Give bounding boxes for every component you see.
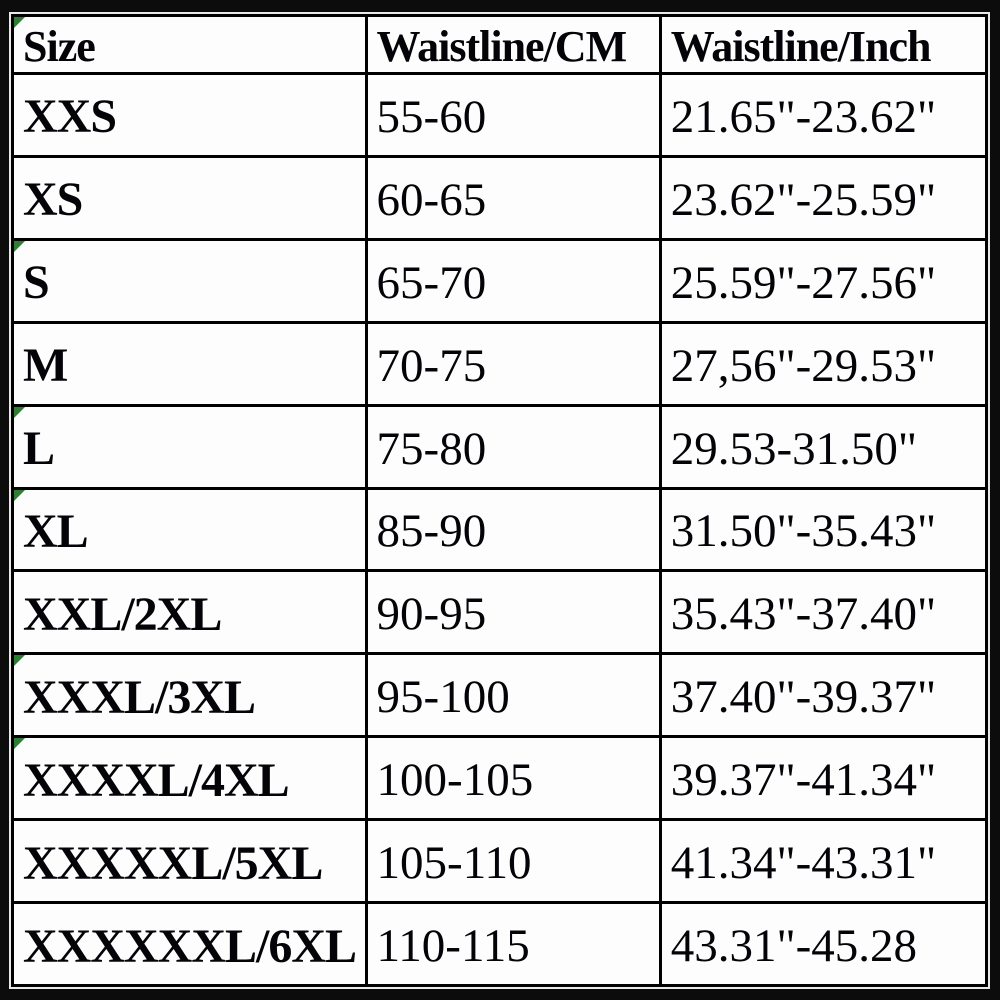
inch-cell: 35.43"-37.40" bbox=[660, 571, 986, 654]
cm-cell: 65-70 bbox=[366, 239, 660, 322]
table-row bbox=[13, 74, 987, 157]
green-corner-marker-icon bbox=[14, 655, 25, 666]
table-row bbox=[13, 322, 987, 405]
table-row bbox=[13, 488, 987, 571]
size-cell bbox=[13, 405, 367, 488]
header-size-cell bbox=[13, 16, 367, 74]
size-cell bbox=[13, 239, 367, 322]
size-label: XXXL/3XL bbox=[23, 670, 256, 724]
cm-cell: 105-110 bbox=[366, 820, 660, 903]
table-row bbox=[13, 737, 987, 820]
cm-cell: 55-60 bbox=[366, 74, 660, 157]
inch-cell: 39.37"-41.34" bbox=[660, 737, 986, 820]
size-cell: XXXXXL/5XL bbox=[13, 820, 367, 903]
size-cell: M bbox=[13, 322, 367, 405]
size-label: S bbox=[23, 256, 49, 310]
header-inch-cell bbox=[660, 16, 986, 74]
cm-cell: 95-100 bbox=[366, 654, 660, 737]
table-row bbox=[13, 903, 987, 986]
table-row bbox=[13, 571, 987, 654]
table-row bbox=[13, 654, 987, 737]
green-corner-marker-icon bbox=[14, 407, 25, 418]
size-chart-table-container bbox=[11, 14, 988, 987]
header-cm-label: Waistline/CM bbox=[376, 22, 627, 71]
inch-cell: 23.62"-25.59" bbox=[660, 156, 986, 239]
size-cell: XXL/2XL bbox=[13, 571, 367, 654]
inch-cell: 43.31"-45.28 bbox=[660, 903, 986, 986]
table-row bbox=[13, 239, 987, 322]
cm-cell: 60-65 bbox=[366, 156, 660, 239]
size-cell: XS bbox=[13, 156, 367, 239]
inch-cell: 31.50"-35.43" bbox=[660, 488, 986, 571]
header-row bbox=[13, 16, 987, 74]
size-label: XXXXL/4XL bbox=[23, 753, 289, 807]
size-cell bbox=[13, 737, 367, 820]
inch-cell: 27,56"-29.53" bbox=[660, 322, 986, 405]
green-corner-marker-icon bbox=[14, 17, 25, 28]
green-corner-marker-icon bbox=[14, 490, 25, 501]
size-cell: XXXXXXL/6XL bbox=[13, 903, 367, 986]
inch-cell: 37.40"-39.37" bbox=[660, 654, 986, 737]
cm-cell: 85-90 bbox=[366, 488, 660, 571]
header-inch-label: Waistline/Inch bbox=[670, 22, 931, 71]
cm-cell: 75-80 bbox=[366, 405, 660, 488]
cm-cell: 110-115 bbox=[366, 903, 660, 986]
inch-cell: 29.53-31.50" bbox=[660, 405, 986, 488]
header-size-label: Size bbox=[23, 22, 95, 71]
table-row bbox=[13, 405, 987, 488]
inch-cell: 25.59"-27.56" bbox=[660, 239, 986, 322]
size-label: XL bbox=[23, 504, 88, 558]
size-cell bbox=[13, 654, 367, 737]
size-cell bbox=[13, 488, 367, 571]
size-cell: XXS bbox=[13, 74, 367, 157]
cm-cell: 90-95 bbox=[366, 571, 660, 654]
header-cm-cell bbox=[366, 16, 660, 74]
size-chart-table bbox=[11, 14, 988, 987]
inch-cell: 41.34"-43.31" bbox=[660, 820, 986, 903]
inch-cell: 21.65"-23.62" bbox=[660, 74, 986, 157]
green-corner-marker-icon bbox=[14, 241, 25, 252]
table-row bbox=[13, 820, 987, 903]
cm-cell: 100-105 bbox=[366, 737, 660, 820]
cm-cell: 70-75 bbox=[366, 322, 660, 405]
size-label: L bbox=[23, 422, 55, 476]
table-row bbox=[13, 156, 987, 239]
green-corner-marker-icon bbox=[14, 738, 25, 749]
